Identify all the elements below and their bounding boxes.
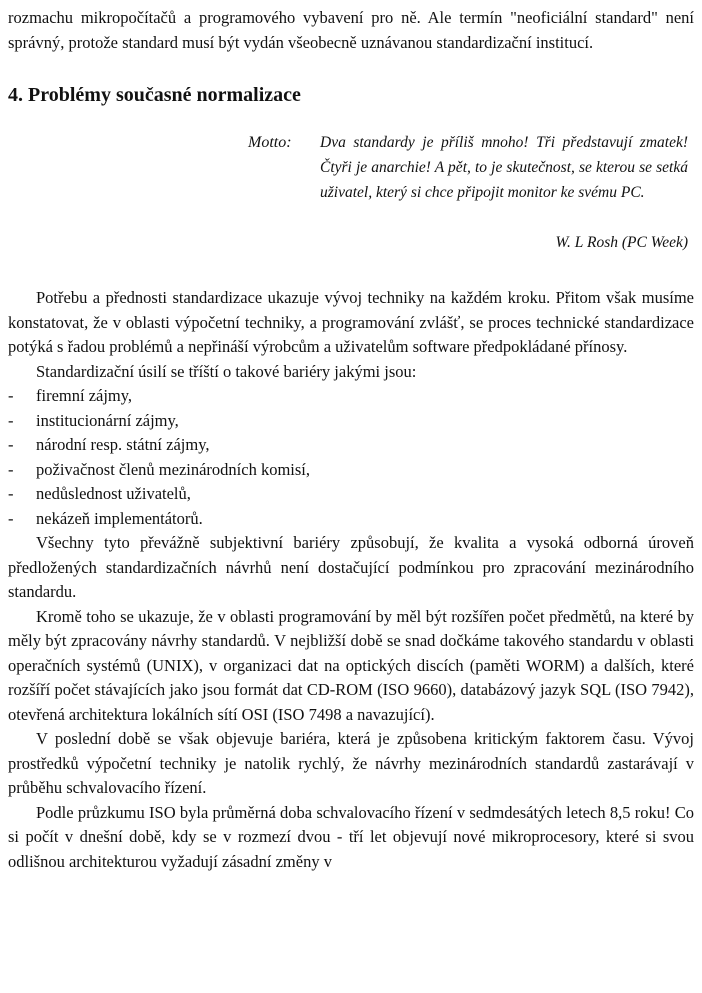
list-item-text: institucionární zájmy, — [36, 410, 179, 430]
list-item — [8, 458, 694, 483]
list-dash: - — [8, 410, 14, 430]
motto-block — [8, 130, 694, 260]
list-item — [8, 482, 694, 507]
list-dash: - — [8, 484, 14, 503]
paragraph-standard-subjects: Kromě toho se ukazuje, že v oblasti programování by měl být rozšířen počet předmětů, na které by měly být zpracovány návrhy standardů. V nejbližší době se snad dočkáme takového standardu v oblasti operačních systémů (UNIX), v organizaci dat na optických discích (paměti WORM) a dalších, které rozšíří počet stávajících jako jsou formát dat CD-ROM (ISO 9660), databázový jazyk SQL (ISO 7942), otevřená architektura lokálních sítí OSI (ISO 7498 a navazující). — [8, 606, 694, 724]
list-item — [8, 409, 694, 434]
list-dash: - — [8, 508, 14, 528]
section-heading: 4. Problémy současné normalizace — [8, 84, 301, 106]
spacer — [8, 260, 694, 286]
list-item-text: nedůslednost uživatelů, — [36, 484, 191, 503]
paragraph-iso-survey: Podle průzkumu ISO byla průměrná doba schvalovacího řízení v sedmdesátých letech 8,5 roku! Co si počít v dnešní době, kdy se v rozmezí dvou - tří let objevují nové mikroprocesory, které si svou odlišnou architekturou vyžadují zásadní změny v — [8, 802, 694, 871]
document-page — [8, 6, 694, 874]
paragraph-standardization-needs: Potřebu a přednosti standardizace ukazuje vývoj techniky na každém kroku. Přitom však musíme konstatovat, že v oblasti výpočetní techniky, a programování zvlášť, se proces technické standardizace potýká s řadou problémů a nepřináší výrobcům a uživatelům software předpokládané přínosy. — [8, 288, 694, 356]
paragraph-subjective-barriers: Všechny tyto převážně subjektivní bariéry způsobují, že kvalita a vysoká odborná úroveň předložených standardizačních návrhů není dostačující podmínkou pro zpracování mezinárodního standardu. — [8, 533, 694, 601]
motto-label: Motto: — [248, 134, 292, 151]
barrier-list — [8, 384, 694, 531]
list-item — [8, 384, 694, 409]
list-item-text: národní resp. státní zájmy, — [36, 435, 210, 454]
list-item-text: nekázeň implementátorů. — [36, 508, 203, 528]
list-dash: - — [8, 386, 14, 405]
list-dash: - — [8, 459, 14, 479]
list-item-text: firemní zájmy, — [36, 386, 133, 405]
list-item — [8, 507, 694, 532]
list-dash: - — [8, 435, 14, 454]
intro-paragraph: rozmachu mikropočítačů a programového vybavení pro ně. Ale termín "neoficiální standard" není správný, protože standard musí být vydán všeobecně uznávanou standardizační institucí. — [8, 8, 694, 52]
list-item-text: poživačnost členů mezinárodních komisí, — [36, 459, 311, 479]
motto-quote: Dva standardy je příliš mnoho! Tři představují zmatek! Čtyři je anarchie! A pět, to je skutečnost, se kterou se setká uživatel, který si chce připojit monitor ke svému PC. — [320, 134, 688, 201]
motto-author: W. L Rosh (PC Week) — [555, 234, 688, 251]
barriers-intro: Standardizační úsilí se tříští o takové bariéry jakými jsou: — [36, 361, 417, 381]
list-item — [8, 433, 694, 458]
paragraph-time-barrier: V poslední době se však objevuje bariéra, která je způsobena kritickým faktorem času. Vývoj prostředků výpočetní techniky je natolik rychlý, že návrhy mezinárodních standardů zastarávají v průběhu schvalovacího řízení. — [8, 729, 694, 797]
